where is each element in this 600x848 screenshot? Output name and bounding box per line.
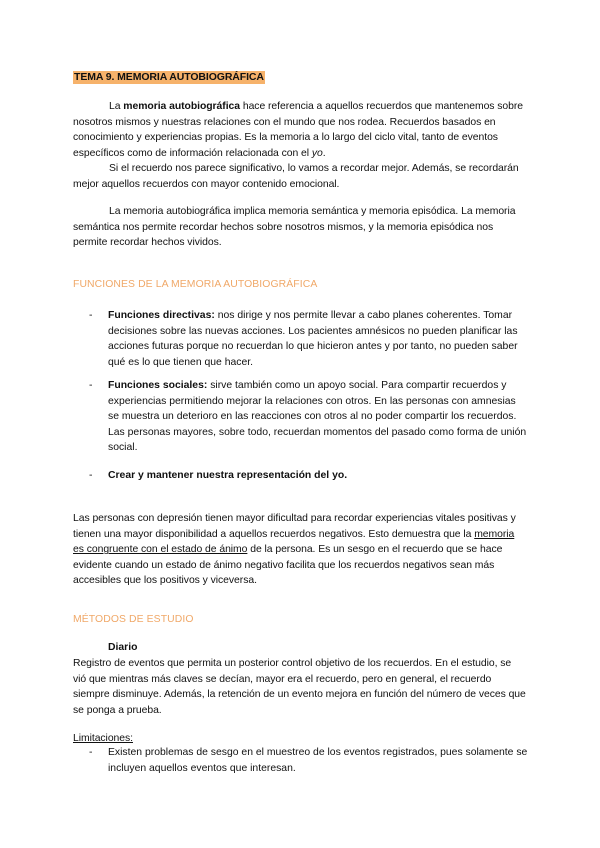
bold-term: Funciones sociales:: [108, 380, 208, 391]
bullet-dash: -: [89, 470, 93, 481]
list-item-crear-mantener: [108, 468, 528, 484]
list-item-funciones-sociales: [108, 378, 528, 456]
text-run: .: [322, 147, 326, 159]
italic-term: yo: [311, 147, 323, 159]
bullet-dash: -: [89, 310, 93, 321]
section-heading-funciones: FUNCIONES DE LA MEMORIA AUTOBIOGRÁFICA: [73, 279, 318, 290]
diario-paragraph: Registro de eventos que permita un posterior control objetivo de los recuerdos. En el estudio, se vió que mientras más claves se decían, mayor era el recuerdo, pero en general, el recuerdo siempre disminuye. Además, la retención de un evento mejora en función del número de veces que se ponga a prueba.: [73, 658, 526, 716]
bullet-dash: -: [89, 747, 93, 758]
intro-paragraph-3: La memoria autobiográfica implica memoria semántica y memoria episódica. La memoria semántica nos permite recordar hechos sobre nosotros mismos, y la memoria episódica nos permite recordar hechos vividos.: [73, 206, 516, 249]
underlined-term: memoria es congruente con el estado de ánimo: [73, 528, 515, 556]
bold-term: Crear y mantener nuestra representación del yo.: [108, 470, 348, 481]
section-heading-metodos: MÉTODOS DE ESTUDIO: [73, 614, 194, 625]
list-item-limitacion-sesgo: Existen problemas de sesgo en el muestreo de los eventos registrados, pues solamente se incluyen aquellos eventos que interesan.: [108, 747, 528, 774]
text-run: La: [109, 101, 124, 112]
page-title: TEMA 9. MEMORIA AUTOBIOGRÁFICA: [74, 71, 264, 83]
bold-term: memoria autobiográfica: [123, 101, 240, 112]
list-item-funciones-directivas: [108, 308, 528, 370]
text-run: de la persona. Es un sesgo en el recuerdo que se hace evidente cuando un estado de ánimo negativo facilita que los recuerdos negativos sean más accesibles que los positivos y viceversa.: [73, 544, 503, 587]
intro-paragraph-1: [73, 99, 527, 161]
text-run: sirve también como un apoyo social. Para compartir recuerdos y experiencias permitiendo mejorar la relaciones con otros. En las personas con amnesias se muestra un deterioro en las reacciones con otros al no poder compartir los recuerdos. Las personas mayores, sobre todo, recuerdan momentos del pasado como forma de unión social.: [108, 380, 527, 454]
text-run: Las personas con depresión tienen mayor dificultad para recordar experiencias vitales positivas y tienen una mayor disponibilidad a aquellos recuerdos negativos. Esto demuestra que la: [73, 513, 516, 540]
bullet-dash: -: [89, 380, 93, 391]
underlined-label: Limitaciones:: [73, 733, 133, 744]
depresion-paragraph: [73, 511, 527, 589]
intro-paragraph-2: Si el recuerdo nos parece significativo, lo vamos a recordar mejor. Además, se recordarán mejor aquellos recuerdos con mayor contenido emocional.: [73, 163, 519, 190]
text-run: hace referencia a aquellos recuerdos que mantenemos sobre nosotros mismos y nuestras relaciones con el mundo que nos rodea. Recuerdos basados en conocimiento y experiencias propias. Es la memoria a lo largo del ciclo vital, tanto de eventos específicos como de información relacionada con el: [73, 101, 524, 159]
text-run: nos dirige y nos permite llevar a cabo planes coherentes. Tomar decisiones sobre las nuevas acciones. Los pacientes amnésicos no pueden planificar las acciones futuras porque no recuerdan lo que hicieron antes y por tanto, no pueden saber qué es lo que tienen que hacer.: [108, 310, 518, 368]
subheading-diario: Diario: [108, 642, 138, 653]
bold-term: Funciones directivas:: [108, 310, 215, 321]
